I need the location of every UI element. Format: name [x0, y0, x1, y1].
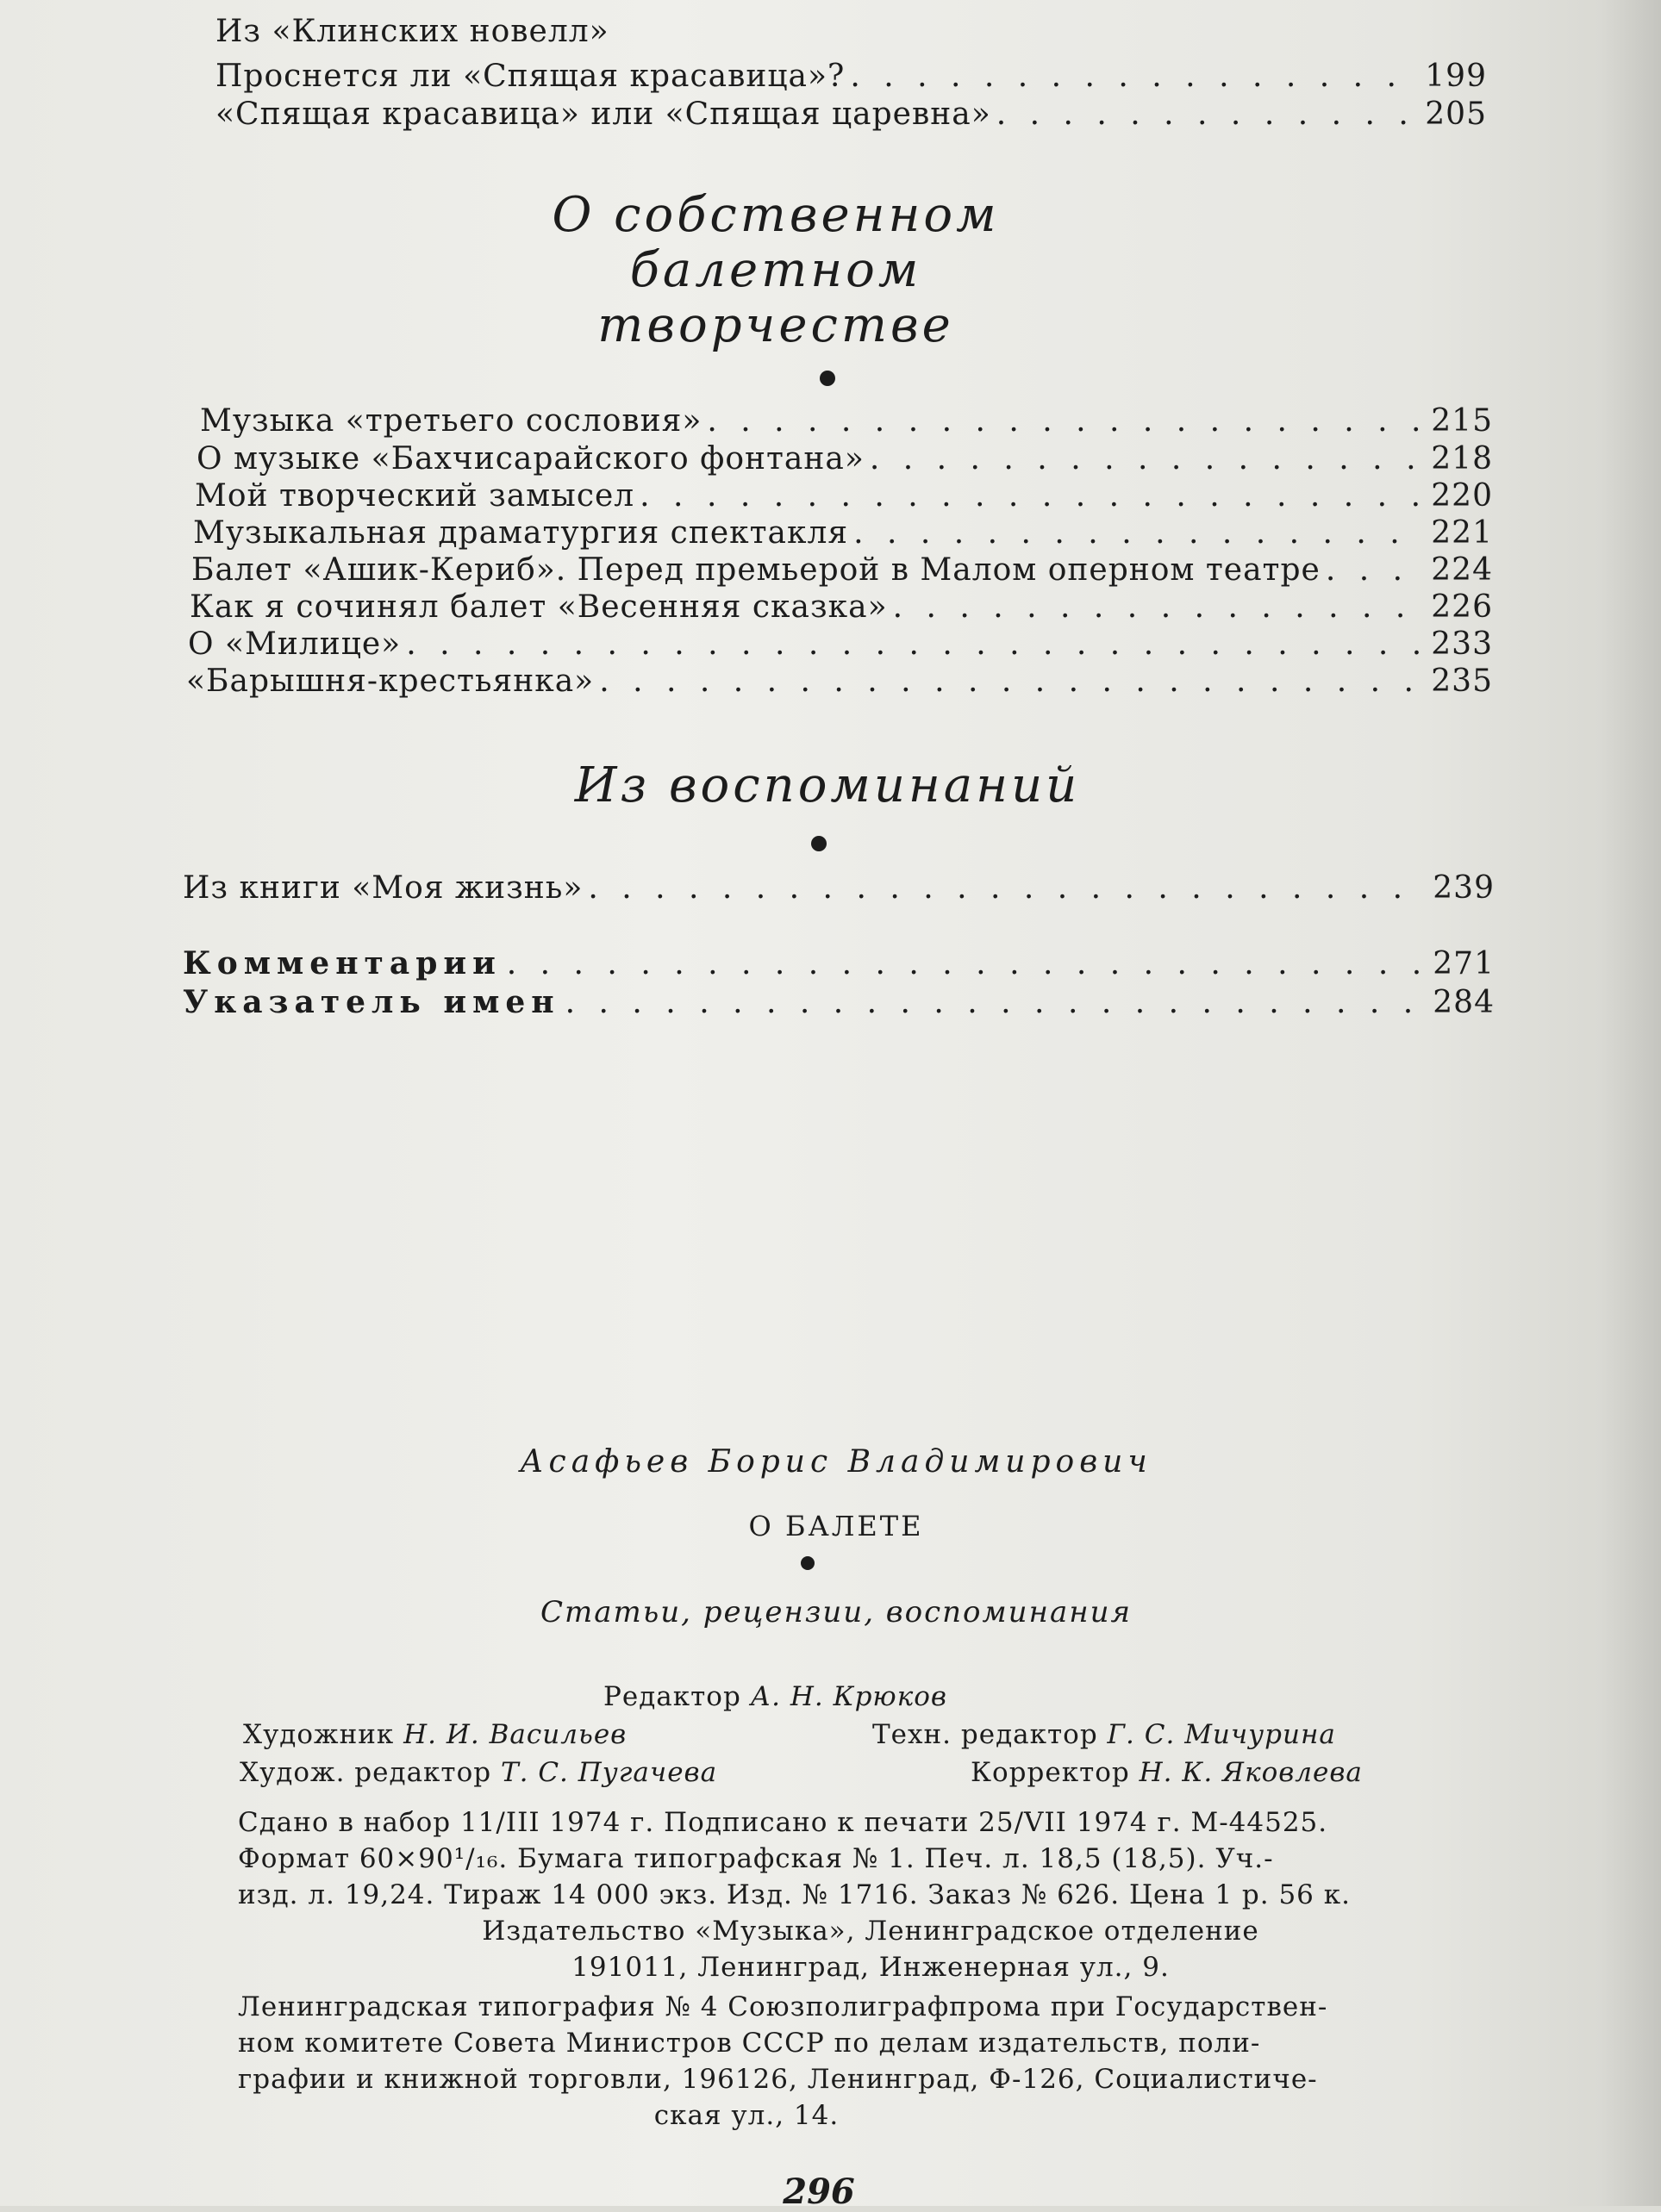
toc-entry: О «Милице» . . . 233 [188, 625, 1493, 664]
imprint-book-title: О БАЛЕТЕ [748, 1510, 924, 1542]
toc-entry: Музыка «третьего сословия» . . . 215 [200, 402, 1493, 441]
imprint-artist: Художник Н. И. Васильев [243, 1719, 628, 1750]
section-bullet [811, 836, 827, 851]
section-title: Из воспоминаний [574, 757, 1081, 813]
section-title: О собственном балетном творчестве [552, 187, 1000, 353]
imprint-printer: Ленинградская типография № 4 Союзполиграфпрома при Государствен- ном комитете Совета Министров СССР по делам издательств, поли- графии и книжной торговли, 196126, Ленинград, Ф-126, Социалистиче- ская ул., 14. [238, 1991, 1328, 2131]
toc-entry: Из книги «Моя жизнь» . . . 239 [183, 869, 1495, 908]
toc-entry: Балет «Ашик-Кериб». Перед премьерой в Малом оперном театре . . . 224 [191, 551, 1493, 590]
imprint-production-info: Сдано в набор 11/III 1974 г. Подписано к печати 25/VII 1974 г. М-44525. Формат 60×90¹/₁₆. Бумага типографская № 1. Печ. л. 18,5 (18,5). Уч.- изд. л. 19,24. Тираж 14 000 экз. Изд. № 1716. Заказ № 626. Цена 1 р. 56 к. [238, 1807, 1351, 1910]
toc-group-label: Из «Клинских новелл» [215, 14, 609, 49]
page-spine-shadow [1601, 0, 1661, 2206]
toc-entry-index: Указатель имен . . . 284 [183, 982, 1495, 1022]
toc-entry: О музыке «Бахчисарайского фонтана» . . . 218 [197, 439, 1493, 479]
imprint-art-editor: Худож. редактор Т. С. Пугачева [240, 1757, 718, 1788]
imprint-bullet [801, 1556, 815, 1570]
toc-entry: Музыкальная драматургия спектакля . . . 221 [193, 514, 1493, 553]
toc-entry: Как я сочинял балет «Весенняя сказка» . . . 226 [190, 588, 1493, 627]
toc-entry: Мой творческий замысел . . . 220 [195, 477, 1493, 516]
toc-entry: «Спящая красавица» или «Спящая царевна» . . . 205 [215, 95, 1487, 134]
section-bullet [820, 371, 835, 386]
toc-entry-comments: Комментарии . . . 271 [183, 944, 1495, 983]
toc-entry: Проснется ли «Спящая красавица»? . . . 199 [215, 57, 1487, 97]
imprint-corrector: Корректор Н. К. Яковлева [971, 1757, 1363, 1788]
imprint-subtitle: Статьи, рецензии, воспоминания [540, 1595, 1133, 1629]
imprint-publisher: Издательство «Музыка», Ленинградское отделение 191011, Ленинград, Инженерная ул., 9. [482, 1916, 1259, 1983]
imprint-editor: Редактор А. Н. Крюков [603, 1681, 947, 1712]
toc-entry: «Барышня-крестьянка» . . . 235 [186, 662, 1493, 701]
imprint-tech-editor: Техн. редактор Г. С. Мичурина [872, 1719, 1336, 1750]
page-number: 296 [783, 2171, 855, 2212]
imprint-author: Асафьев Борис Владимирович [520, 1444, 1152, 1480]
